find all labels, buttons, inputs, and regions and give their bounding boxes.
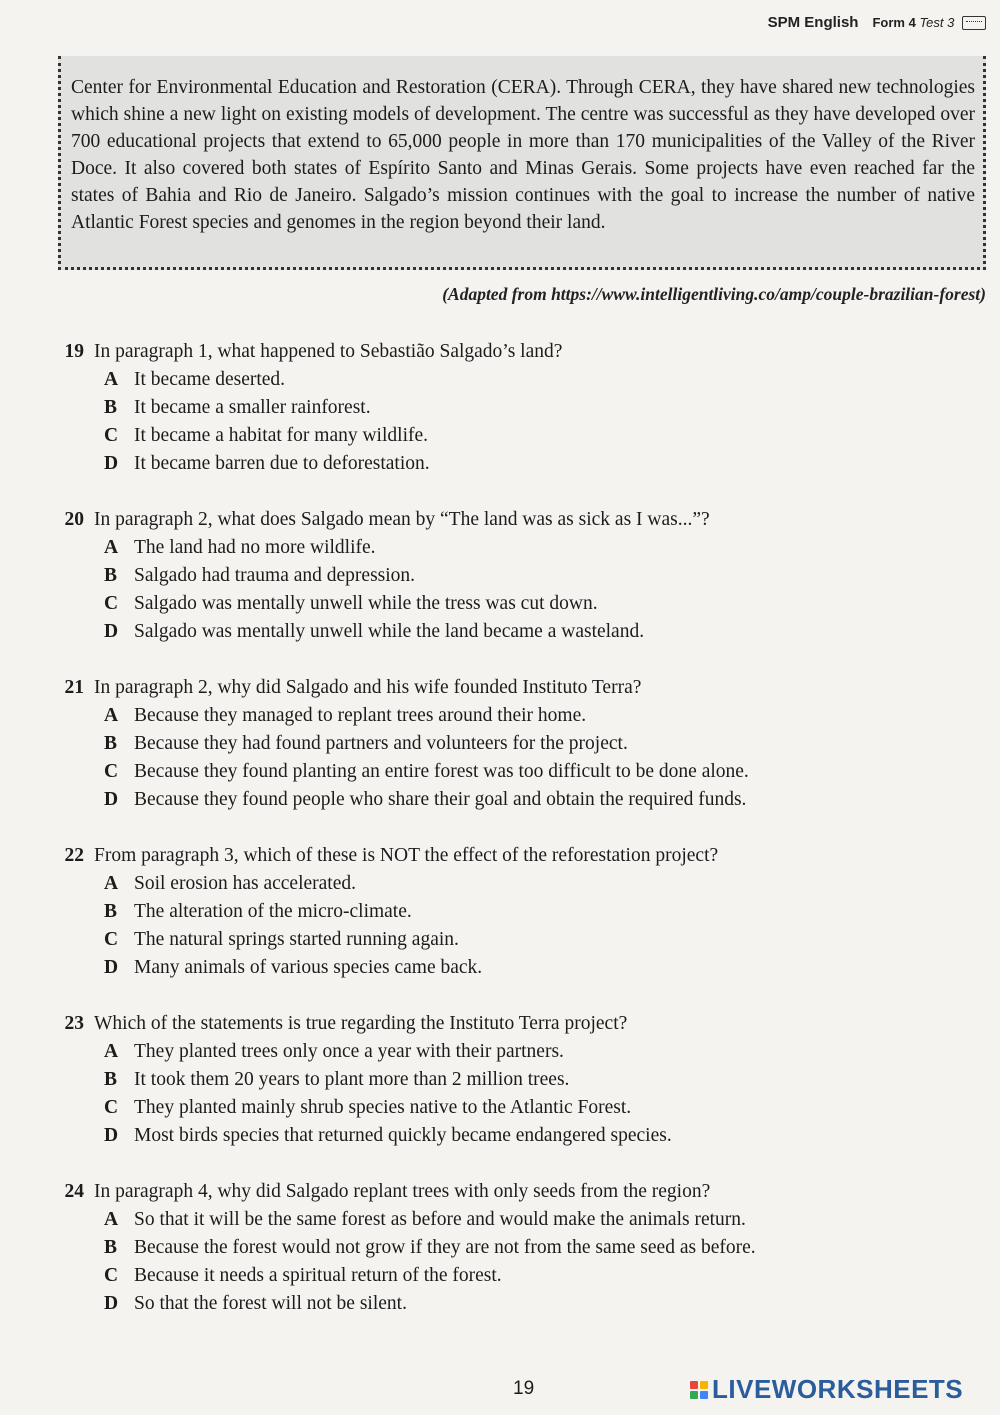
option-letter: A: [104, 873, 119, 894]
option-c[interactable]: [0, 758, 1000, 786]
question-21: [0, 674, 1000, 814]
option-text: Salgado was mentally unwell while the land became a wasteland.: [134, 621, 645, 642]
option-text: So that the forest will not be silent.: [134, 1293, 407, 1314]
header-test: Test 3: [919, 14, 955, 30]
option-letter: B: [104, 1069, 118, 1090]
question-number: 23: [64, 1013, 84, 1034]
option-d[interactable]: [0, 786, 1000, 814]
question-20: [0, 506, 1000, 646]
question-text: Which of the statements is true regarding the Instituto Terra project?: [94, 1013, 628, 1034]
book-icon: [962, 16, 986, 30]
option-letter: A: [104, 1209, 119, 1230]
option-a[interactable]: [0, 870, 1000, 898]
question-22: [0, 842, 1000, 982]
question-19: [0, 338, 1000, 478]
liveworksheets-watermark[interactable]: [690, 1374, 963, 1405]
option-text: Because they found planting an entire forest was too difficult to be done alone.: [134, 761, 749, 782]
question-number: 24: [64, 1181, 84, 1202]
option-b[interactable]: [0, 730, 1000, 758]
option-b[interactable]: [0, 394, 1000, 422]
question-number: 21: [64, 677, 84, 698]
option-letter: B: [104, 901, 118, 922]
option-letter: D: [104, 453, 119, 474]
option-text: Because they managed to replant trees around their home.: [134, 705, 587, 726]
question-24: [0, 1178, 1000, 1318]
option-text: They planted trees only once a year with their partners.: [134, 1041, 564, 1062]
option-text: Soil erosion has accelerated.: [134, 873, 356, 894]
option-text: Because it needs a spiritual return of the forest.: [134, 1265, 502, 1286]
option-text: Most birds species that returned quickly became endangered species.: [134, 1125, 672, 1146]
option-letter: A: [104, 1041, 119, 1062]
option-letter: B: [104, 1237, 118, 1258]
passage-source: (Adapted from https://www.intelligentliving.co/amp/couple-brazilian-forest): [442, 284, 986, 304]
option-text: The land had no more wildlife.: [134, 537, 376, 558]
question-text: In paragraph 2, what does Salgado mean by “The land was as sick as I was...”?: [94, 509, 710, 530]
option-a[interactable]: [0, 702, 1000, 730]
reading-passage: [58, 56, 986, 270]
liveworksheets-logo-icon: [690, 1381, 708, 1399]
option-letter: D: [104, 789, 119, 810]
option-text: It became a habitat for many wildlife.: [134, 425, 429, 446]
option-text: Because the forest would not grow if they are not from the same seed as before.: [134, 1237, 756, 1258]
question-23: [0, 1010, 1000, 1150]
option-a[interactable]: [0, 1206, 1000, 1234]
question-text: In paragraph 4, why did Salgado replant trees with only seeds from the region?: [94, 1181, 711, 1202]
option-text: It became barren due to deforestation.: [134, 453, 430, 474]
page-number: 19: [513, 1378, 535, 1399]
option-letter: C: [104, 1265, 119, 1286]
option-letter: A: [104, 369, 119, 390]
question-number: 19: [64, 341, 84, 362]
option-letter: B: [104, 733, 118, 754]
option-letter: C: [104, 929, 119, 950]
option-a[interactable]: [0, 534, 1000, 562]
header-title: SPM English: [767, 14, 859, 31]
option-text: The natural springs started running again.: [134, 929, 459, 950]
option-letter: C: [104, 425, 119, 446]
option-d[interactable]: [0, 450, 1000, 478]
option-letter: A: [104, 705, 119, 726]
header-form-test: [872, 15, 986, 31]
option-text: Salgado was mentally unwell while the tress was cut down.: [134, 593, 598, 614]
question-text: From paragraph 3, which of these is NOT the effect of the reforestation project?: [94, 845, 719, 866]
option-a[interactable]: [0, 1038, 1000, 1066]
option-c[interactable]: [0, 1094, 1000, 1122]
page-header: [768, 14, 986, 31]
option-text: It took them 20 years to plant more than 2 million trees.: [134, 1069, 570, 1090]
option-b[interactable]: [0, 898, 1000, 926]
option-d[interactable]: [0, 1122, 1000, 1150]
option-text: It became a smaller rainforest.: [134, 397, 371, 418]
header-form: Form 4: [872, 14, 916, 30]
option-letter: C: [104, 761, 119, 782]
option-letter: B: [104, 397, 118, 418]
option-letter: D: [104, 1125, 119, 1146]
option-text: The alteration of the micro-climate.: [134, 901, 412, 922]
question-text: In paragraph 1, what happened to Sebastião Salgado’s land?: [94, 341, 563, 362]
option-text: They planted mainly shrub species native to the Atlantic Forest.: [134, 1097, 632, 1118]
option-text: So that it will be the same forest as before and would make the animals return.: [134, 1209, 746, 1230]
option-text: Because they found people who share their goal and obtain the required funds.: [134, 789, 747, 810]
question-text: In paragraph 2, why did Salgado and his wife founded Instituto Terra?: [94, 677, 642, 698]
passage-text: Center for Environmental Education and Restoration (CERA). Through CERA, they have shared new technologies which shine a new light on existing models of development. The centre was successful as they have developed over 700 educational projects that extend to 65,000 people in more than 170 municipalities of the Valley of the River Doce. It also covered both states of Espírito Santo and Minas Gerais. Some projects have even reached far the states of Bahia and Rio de Janeiro. Salgado’s mission continues with the goal to increase the number of native Atlantic Forest species and genomes in the region beyond their land.: [71, 77, 975, 233]
option-text: Many animals of various species came back.: [134, 957, 483, 978]
option-letter: A: [104, 537, 119, 558]
option-a[interactable]: [0, 366, 1000, 394]
watermark-text: LIVEWORKSHEETS: [712, 1374, 964, 1404]
option-letter: D: [104, 957, 119, 978]
option-letter: C: [104, 593, 119, 614]
option-c[interactable]: [0, 590, 1000, 618]
option-c[interactable]: [0, 1262, 1000, 1290]
question-number: 20: [64, 509, 84, 530]
option-d[interactable]: [0, 954, 1000, 982]
option-b[interactable]: [0, 562, 1000, 590]
option-letter: D: [104, 1293, 119, 1314]
option-b[interactable]: [0, 1234, 1000, 1262]
option-letter: C: [104, 1097, 119, 1118]
option-d[interactable]: [0, 618, 1000, 646]
question-number: 22: [64, 845, 84, 866]
option-letter: B: [104, 565, 118, 586]
option-d[interactable]: [0, 1290, 1000, 1318]
option-c[interactable]: [0, 926, 1000, 954]
option-text: Salgado had trauma and depression.: [134, 565, 416, 586]
option-text: It became deserted.: [134, 369, 286, 390]
option-b[interactable]: [0, 1066, 1000, 1094]
option-text: Because they had found partners and volunteers for the project.: [134, 733, 628, 754]
option-letter: D: [104, 621, 119, 642]
option-c[interactable]: [0, 422, 1000, 450]
